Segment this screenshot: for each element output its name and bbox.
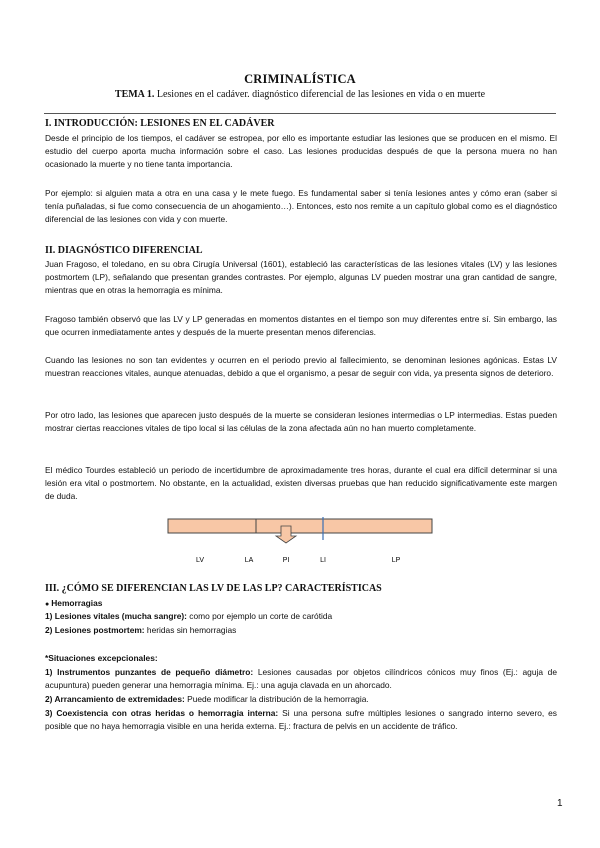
exception-item-3-label: 3) Coexistencia con otras heridas o hemorragia interna: bbox=[45, 708, 279, 718]
list-item-lesiones-postmortem-text: heridas sin hemorragias bbox=[144, 625, 237, 635]
exception-item-1 bbox=[45, 666, 557, 692]
subtitle-topic-number: TEMA 1. bbox=[114, 89, 155, 100]
timeline-label-li: LI bbox=[320, 557, 326, 564]
exception-item-2 bbox=[45, 693, 557, 706]
timeline-bar bbox=[168, 519, 432, 533]
exception-item-2-text: Puede modificar la distribución de la hemorragia. bbox=[184, 694, 369, 704]
list-item-lesiones-vitales-text: como por ejemplo un corte de carótida bbox=[186, 611, 333, 621]
page-number: 1 bbox=[557, 798, 563, 809]
list-item-lesiones-postmortem bbox=[45, 624, 236, 636]
section-2-paragraph-4: Por otro lado, las lesiones que aparecen justo después de la muerte se consideran lesiones intermedias o LP intermedias. Estas pueden mostrar ciertas reacciones vitales de tipo local si las células de la zona afectada aún no han muerto completamente. bbox=[45, 410, 557, 434]
section-1-heading: I. INTRODUCCIÓN: LESIONES EN EL CADÁVER bbox=[45, 118, 275, 129]
section-1-paragraph-1: Desde el principio de los tiempos, el cadáver se estropea, por ello es importante estudiar las lesiones que se producen en el mismo. El estudio del cuerpo aporta mucha información sobre el caso. Las lesiones producidas después de que la persona muera no han ocasionado la muerte y no tiene tanta importancia. bbox=[45, 133, 557, 170]
timeline-label-la: LA bbox=[244, 557, 254, 564]
document-subtitle bbox=[0, 89, 600, 100]
bullet-icon: ● bbox=[45, 601, 50, 608]
bullet-hemorragias-label: Hemorragias bbox=[51, 598, 103, 608]
exception-item-3-text: Si una persona sufre múltiples lesiones o sangrado interno severo, es posible que no haya hemorragia visible en una herida externa. Ej.: fractura de pelvis en un accidente de tráfico. bbox=[45, 708, 557, 732]
subtitle-topic-text: Lesiones en el cadáver. diagnóstico diferencial de las lesiones en vida o en muerte bbox=[154, 89, 486, 100]
exception-item-3 bbox=[45, 707, 557, 733]
list-item-lesiones-vitales bbox=[45, 610, 332, 622]
timeline-label-lp: LP bbox=[391, 557, 401, 564]
section-2-paragraph-1: Juan Fragoso, el toledano, en su obra Cirugía Universal (1601), estableció las características de las lesiones vitales (LV) y las lesiones postmortem (LP), señalando que presentan grandes contrastes. Por ejemplo, algunas LV pueden mostrar una gran cantidad de sangre, mientras que en otras la hemorragia es mínima. bbox=[45, 259, 557, 296]
exceptional-situations-heading bbox=[45, 652, 158, 664]
exception-item-2-label: 2) Arrancamiento de extremidades: bbox=[45, 694, 185, 704]
timeline-label-lv: LV bbox=[195, 557, 205, 564]
section-1-paragraph-2: Por ejemplo: si alguien mata a otra en una casa y le mete fuego. Es fundamental saber si tenía lesiones antes y cómo eran (saber si tenía puñaladas, si fue como consecuencia de un ahogamiento…). Entonces, esto nos remite a un capítulo global como es el diagnóstico diferencial de las lesiones con vida y con muerte. bbox=[45, 188, 557, 225]
exception-item-1-label: 1) Instrumentos punzantes de pequeño diámetro: bbox=[45, 667, 254, 677]
section-2-paragraph-5: El médico Tourdes estableció un periodo de incertidumbre de aproximadamente tres horas, durante el cual era difícil determinar si una lesión era vital o postmortem. No obstante, en la actualidad, existen diversas pruebas que han reducido significativamente este margen de duda. bbox=[45, 465, 557, 502]
title-divider bbox=[44, 113, 556, 114]
section-2-paragraph-3: Cuando las lesiones no son tan evidentes y ocurren en el periodo previo al fallecimiento, se denominan lesiones agónicas. Estas LV muestran reacciones vitales, aunque atenuadas, debido a que el organismo, a pesar de seguir con vida, ya presenta signos de deterioro. bbox=[45, 355, 557, 379]
exception-item-1-text: Lesiones causadas por objetos cilíndricos cónicos muy finos (Ej.: aguja de acupuntura) pueden generar una hemorragia mínima. Ej.: una aguja clavada en un ahorcado. bbox=[45, 667, 557, 691]
list-item-lesiones-vitales-label: 1) Lesiones vitales (mucha sangre): bbox=[45, 611, 187, 621]
timeline-diagram bbox=[160, 517, 440, 569]
exceptional-situations-label: *Situaciones excepcionales: bbox=[45, 653, 158, 663]
timeline-label-pi: PI bbox=[282, 557, 290, 564]
bullet-hemorragias bbox=[45, 597, 102, 611]
section-3-heading: III. ¿CÓMO SE DIFERENCIAN LAS LV DE LAS LP? CARACTERÍSTICAS bbox=[45, 583, 382, 594]
section-2-paragraph-2: Fragoso también observó que las LV y LP generadas en momentos distantes en el tiempo son muy diferentes entre sí. Sin embargo, las que ocurren inmediatamente antes y después de la muerte presentan menos diferencias. bbox=[45, 314, 557, 338]
document-title: CRIMINALÍSTICA bbox=[244, 72, 356, 86]
list-item-lesiones-postmortem-label: 2) Lesiones postmortem: bbox=[45, 625, 145, 635]
section-2-heading: II. DIAGNÓSTICO DIFERENCIAL bbox=[45, 245, 203, 256]
